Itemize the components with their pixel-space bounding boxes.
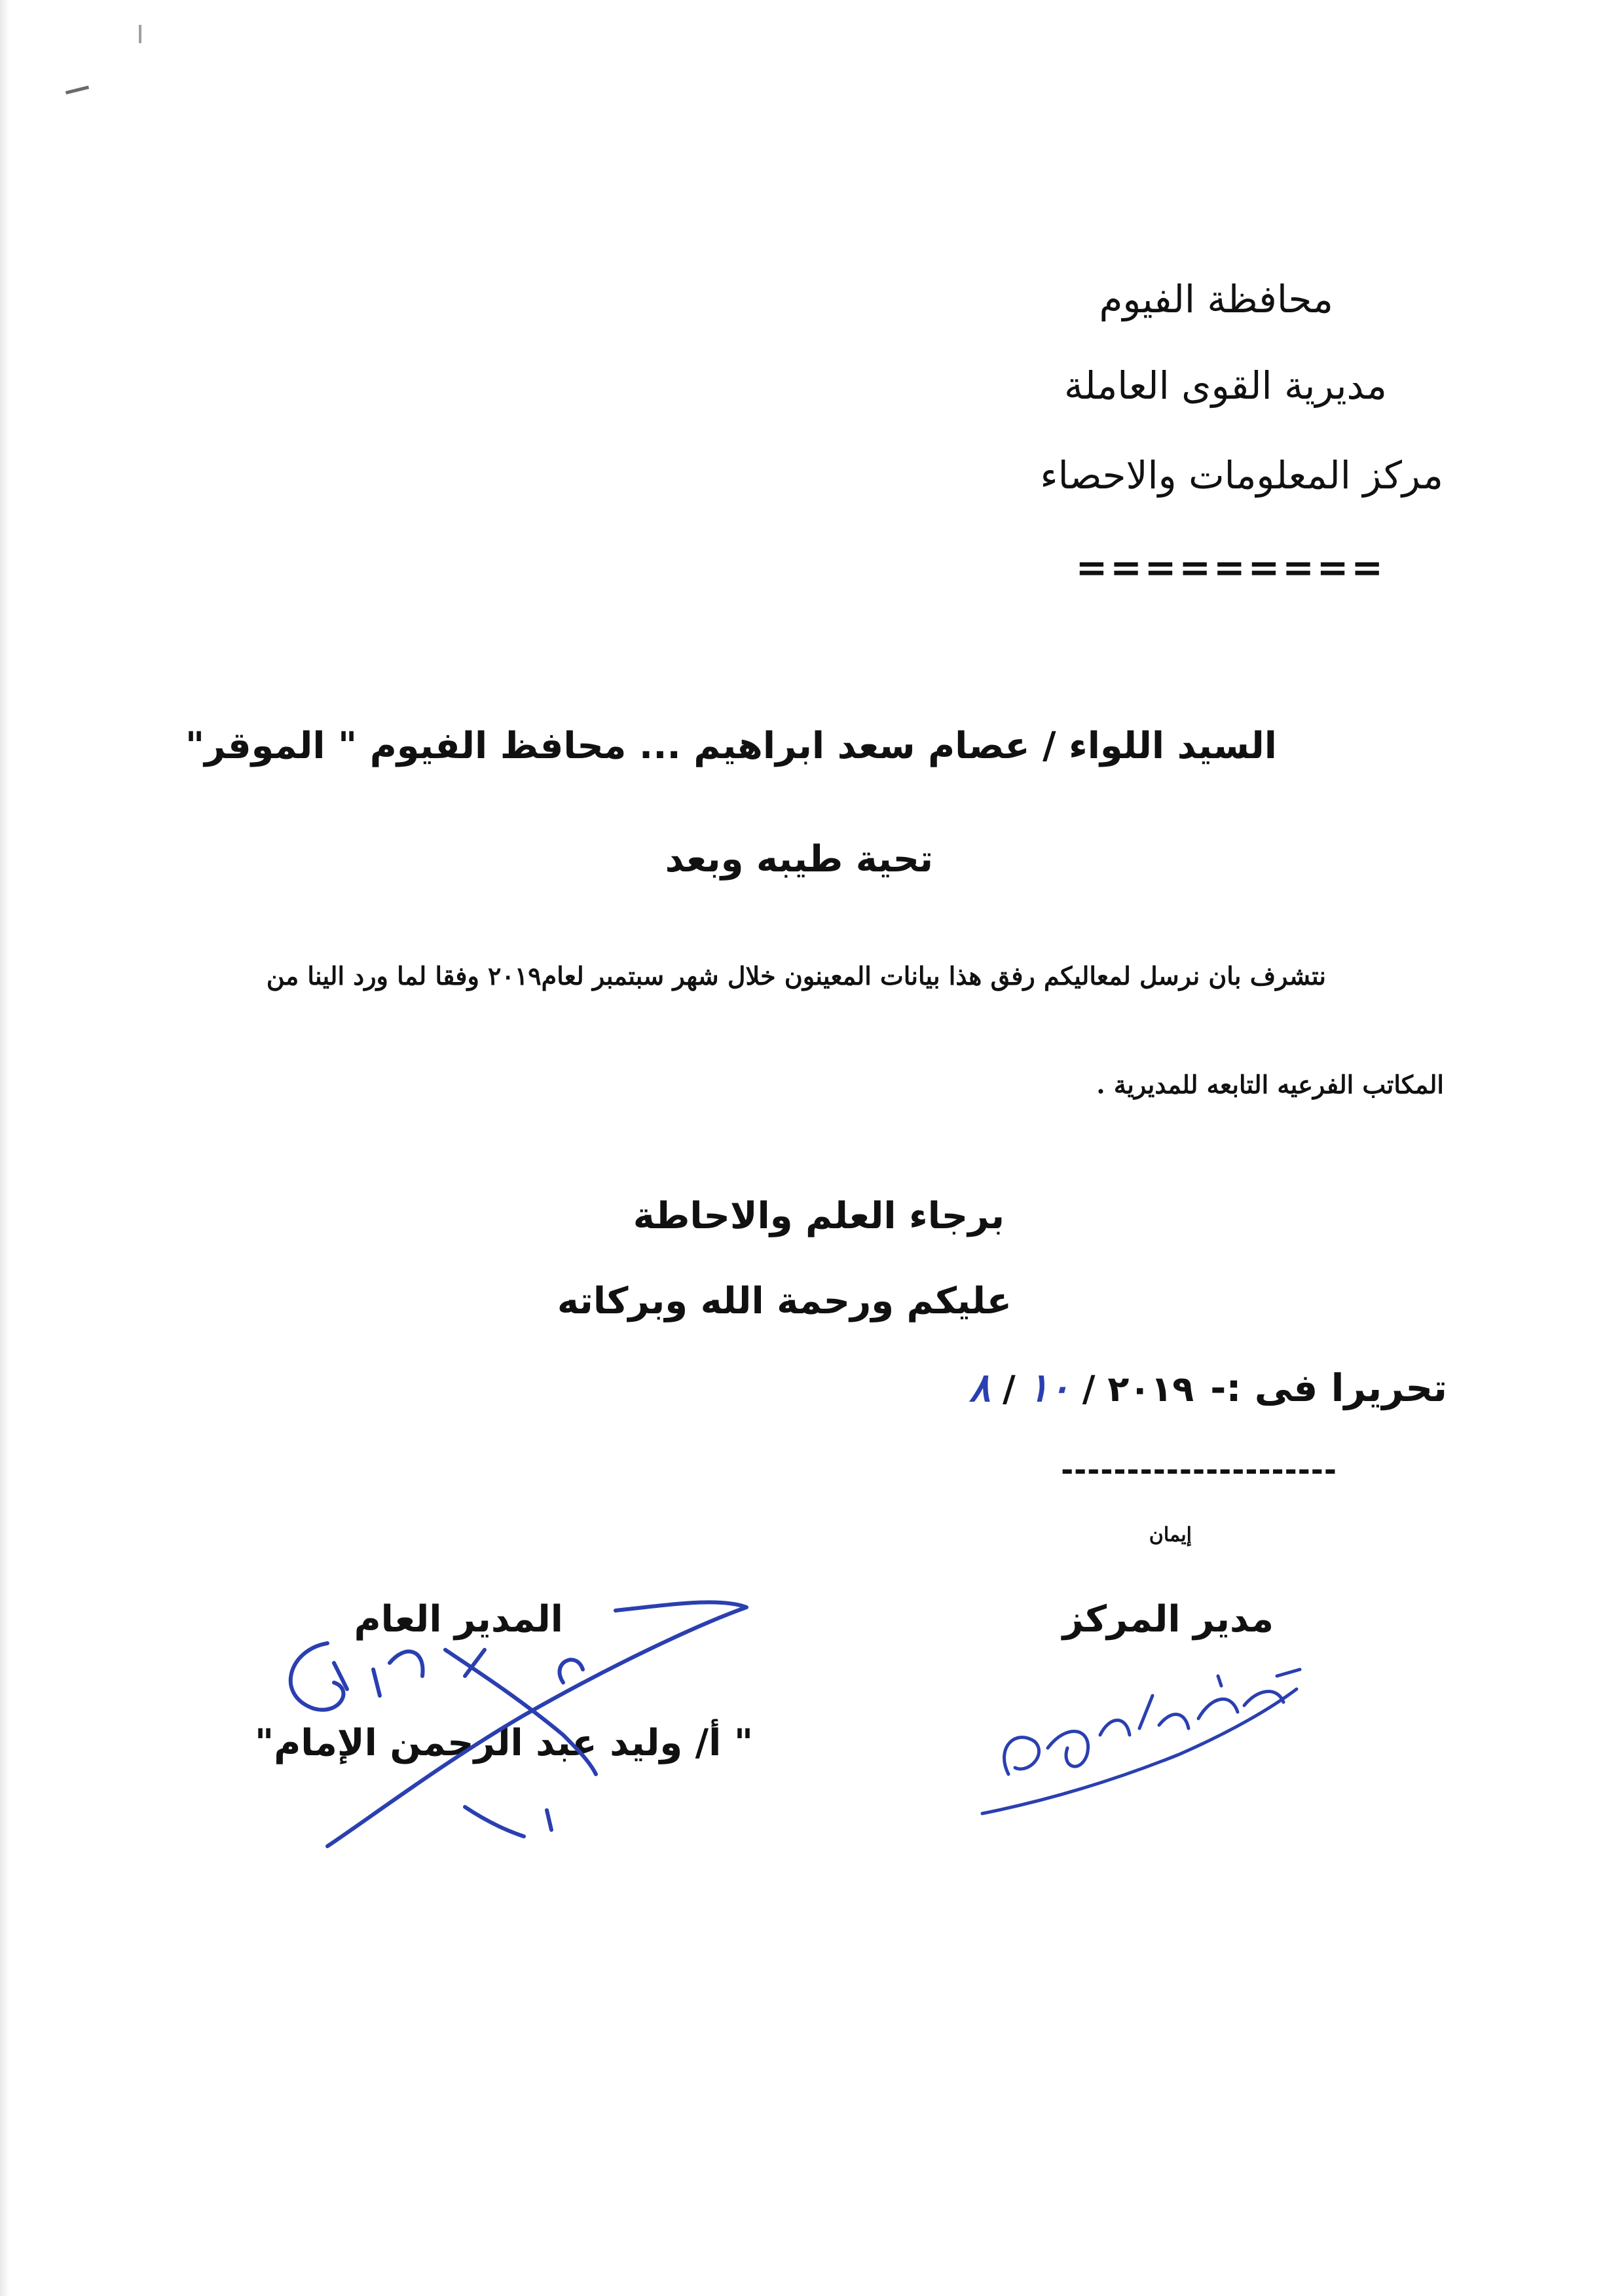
body-line-1: نتشرف بان نرسل لمعاليكم رفق هذا بيانات المعينون خلال شهر سبتمبر لعام٢٠١٩ وفقا لما ورد الينا من bbox=[266, 961, 1326, 991]
closing-line-1: برجاء العلم والاحاطة bbox=[633, 1195, 1005, 1237]
letterhead-directorate: مديرية القوى العاملة bbox=[1063, 363, 1387, 408]
letterhead-governorate: محافظة الفيوم bbox=[1099, 277, 1333, 321]
page-edge bbox=[0, 0, 9, 2296]
date-year: ٢٠١٩ bbox=[1107, 1368, 1194, 1410]
center-manager-signature bbox=[969, 1656, 1310, 1827]
date-month: ١٠ bbox=[1027, 1365, 1070, 1411]
scan-artifact-dot bbox=[139, 25, 141, 43]
center-manager-title: مدير المركز bbox=[1062, 1598, 1274, 1641]
general-manager-name: " أ/ وليد عبد الرحمن الإمام" bbox=[255, 1722, 753, 1764]
body-line-2: المكاتب الفرعيه التابعه للمديرية . bbox=[1096, 1070, 1444, 1099]
date-separator: / bbox=[1002, 1368, 1016, 1410]
addressee-line: السيد اللواء / عصام سعد ابراهيم ... محافظ الفيوم " الموقر" bbox=[185, 725, 1277, 767]
scan-artifact bbox=[65, 86, 89, 95]
closing-line-2: عليكم ورحمة الله وبركاته bbox=[557, 1280, 1012, 1322]
preparer-name: إيمان bbox=[1149, 1523, 1192, 1546]
date-label: تحريرا فى :- bbox=[1210, 1366, 1447, 1410]
date-row bbox=[969, 1365, 1447, 1411]
general-manager-signature bbox=[249, 1584, 773, 1912]
letterhead-separator: ========= bbox=[1075, 545, 1386, 590]
letterhead-center: مركز المعلومات والاحصاء bbox=[1040, 453, 1443, 498]
date-separator: / bbox=[1082, 1368, 1096, 1410]
general-manager-title: المدير العام bbox=[354, 1598, 563, 1641]
date-value bbox=[969, 1365, 1194, 1411]
greeting-line: تحية طيبه وبعد bbox=[665, 838, 933, 881]
dash-separator: --------------------- bbox=[1061, 1452, 1337, 1487]
date-day: ٨ bbox=[969, 1365, 991, 1411]
